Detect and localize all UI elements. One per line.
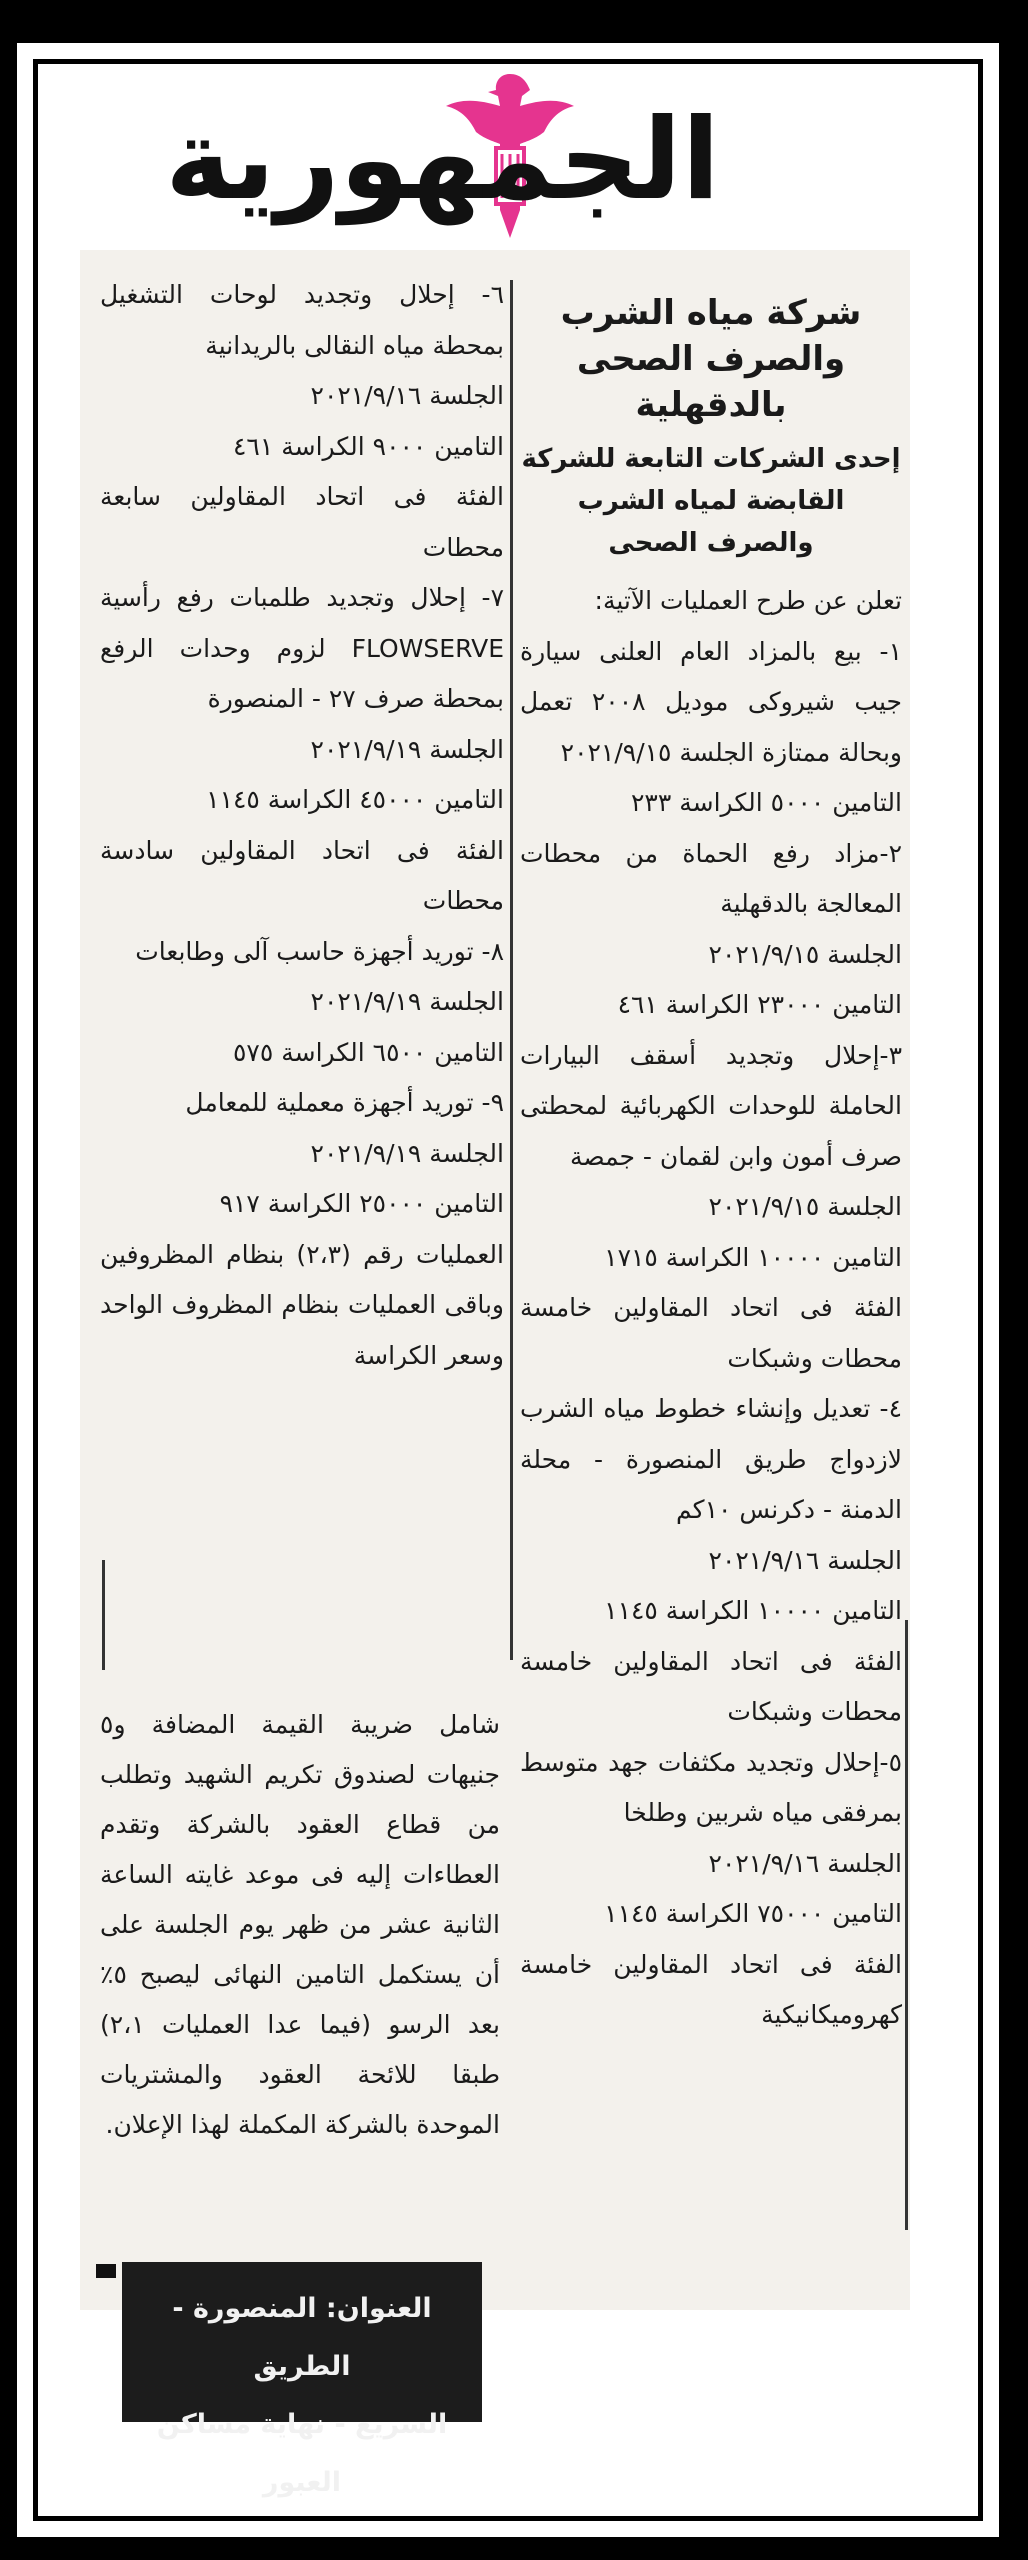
left-column [100, 270, 504, 1381]
list-item: الجلسة ٢٠٢١/٩/١٥ [708, 1192, 902, 1221]
list-item: التامين ٩٠٠٠ الكراسة ٤٦١ [232, 431, 504, 461]
address-box [122, 2262, 482, 2498]
list-item: الجلسة ٢٠٢١/٩/١٦ [310, 381, 504, 410]
list-item: ٢-مزاد رفع الحماة من محطات المعالجة بالدقهلية [520, 838, 902, 918]
list-item: العمليات رقم (٢،٣) بنظام المظروفين وباقى العمليات بنظام المظروف الواحد وسعر الكراسة [100, 1239, 504, 1370]
column-divider-left [102, 1560, 105, 1670]
masthead-title: الجمهورية [165, 95, 720, 225]
masthead [165, 70, 720, 240]
list-item: التامين ٧٥٠٠٠ الكراسة ١١٤٥ [604, 1899, 902, 1928]
list-item: الجلسة ٢٠٢١/٩/١٩ [310, 1138, 504, 1168]
list-item: ٩- توريد أجهزة معملية للمعامل [185, 1088, 504, 1117]
list-item: الجلسة ٢٠٢١/٩/١٦ [708, 1545, 902, 1575]
right-column [520, 290, 902, 2041]
column-divider-right-edge [905, 1620, 908, 2230]
list-item: ٥-إحلال وتجديد مكثفات جهد متوسط بمرفقى مياه شربين وطلخا [520, 1747, 902, 1827]
list-item: الجلسة ٢٠٢١/٩/١٦ [708, 1848, 902, 1878]
list-item: الفئة فى اتحاد المقاولين خامسة محطات وشبكات [520, 1646, 902, 1726]
list-item: الجلسة ٢٠٢١/٩/١٥ [708, 939, 902, 969]
list-item: ٤- تعديل وإنشاء خطوط مياه الشرب لازدواج طريق المنصورة - محلة الدمنة - دكرنس ١٠كم [520, 1394, 902, 1524]
list-item: ٨- توريد أجهزة حاسب آلى وطابعات [135, 936, 504, 966]
company-name: شركة مياه الشرب والصرف الصحى بالدقهلية [560, 293, 862, 425]
terms-paragraph: شامل ضريبة القيمة المضافة و٥ جنيهات لصندوق تكريم الشهيد وتطلب من قطاع العقود بالشركة وتقدم العطاءات إليه فى موعد غايته الساعة الثانية عشر من ظهر يوم الجلسة على أن يستكمل التامين النهائى ليصبح ٥٪ بعد الرسو (فيما عدا العمليات ٢،١) طبقا للائحة العقود والمشتريات الموحدة بالشركة المكملة لهذا الإعلان. [100, 1710, 500, 2139]
list-item: التامين ٤٥٠٠٠ الكراسة ١١٤٥ [206, 785, 504, 814]
list-item: ٣-إحلال وتجديد أسقف البيارات الحاملة للوحدات الكهربائية لمحطتى صرف أمون وابن لقمان - جمصة [520, 1040, 902, 1171]
list-item: الفئة فى اتحاد المقاولين خامسة محطات وشبكات [520, 1293, 902, 1373]
list-item: الجلسة ٢٠٢١/٩/١٩ [310, 987, 504, 1016]
list-item: التامين ٥٠٠٠ الكراسة ٢٣٣ [630, 788, 902, 817]
column-divider [510, 280, 513, 1660]
list-item: الفئة فى اتحاد المقاولين خامسة كهروميكانيكية [520, 1949, 902, 2029]
address-box-marker [96, 2264, 116, 2278]
list-item: الجلسة ٢٠٢١/٩/١٩ [310, 734, 504, 764]
address-line-1: العنوان: المنصورة - الطريق [172, 2293, 432, 2382]
list-item: التامين ١٠٠٠٠ الكراسة ١١٤٥ [604, 1596, 902, 1625]
company-subtitle: إحدى الشركات التابعة للشركة القابضة لمياه الشرب والصرف الصحى [521, 444, 901, 558]
list-item: ٦- إحلال وتجديد لوحات التشغيل بمحطة مياه النقالى بالريدانية [100, 280, 504, 360]
list-item: ١- بيع بالمزاد العام العلنى سيارة جيب شيروكى موديل ٢٠٠٨ تعمل وبحالة ممتازة الجلسة ٢٠٢١/٩/١٥ [520, 636, 902, 767]
list-item: ٧- إحلال وتجديد طلمبات رفع رأسية FLOWSERVE لزوم وحدات الرفع بمحطة صرف ٢٧ - المنصورة [100, 583, 504, 713]
list-item: التامين ٦٥٠٠ الكراسة ٥٧٥ [232, 1037, 504, 1067]
list-item: التامين ٢٥٠٠٠ الكراسة ٩١٧ [219, 1189, 504, 1218]
list-item: التامين ١٠٠٠٠ الكراسة ١٧١٥ [604, 1242, 902, 1272]
list-item: التامين ٢٣٠٠٠ الكراسة ٤٦١ [617, 990, 902, 1019]
list-item: الفئة فى اتحاد المقاولين سادسة محطات [100, 835, 504, 915]
list-item: الفئة فى اتحاد المقاولين سابعة محطات [100, 482, 504, 562]
intro-text: تعلن عن طرح العمليات الآتية: [594, 586, 902, 615]
address-line-2: السريع - نهاية مساكن العبور [156, 2409, 448, 2498]
